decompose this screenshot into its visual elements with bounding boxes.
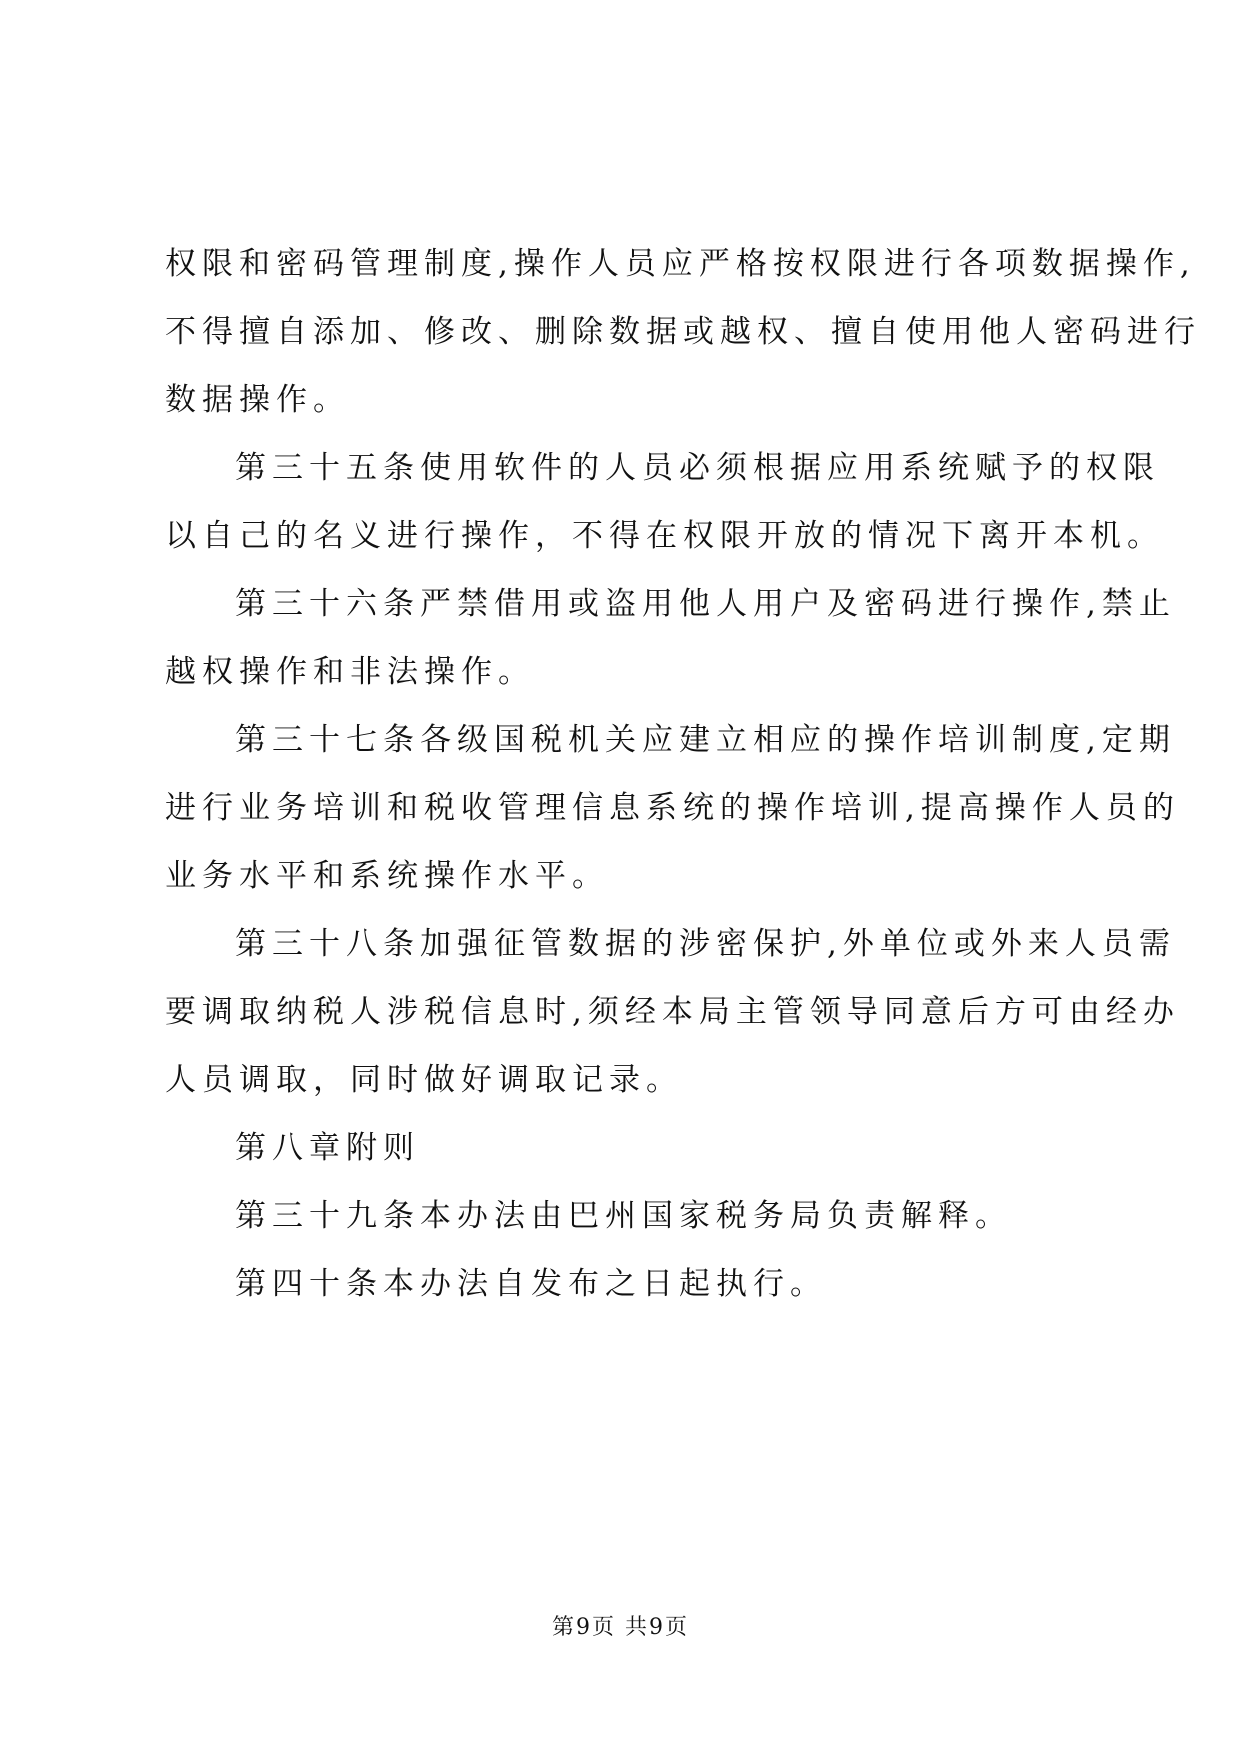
article-37-line: 第三十七条各级国税机关应建立相应的操作培训制度,定期 [235,722,1176,758]
paragraph-line: 人员调取，同时做好调取记录。 [165,1062,683,1098]
paragraph-line: 不得擅自添加、修改、删除数据或越权、擅自使用他人密码进行 [165,314,1201,350]
article-39-line: 第三十九条本办法由巴州国家税务局负责解释。 [235,1198,1012,1234]
paragraph-line: 数据操作。 [165,382,350,418]
page-number-footer: 第9页 共9页 [552,1615,689,1640]
paragraph-line: 越权操作和非法操作。 [165,654,535,690]
paragraph-line: 进行业务培训和税收管理信息系统的操作培训,提高操作人员的 [165,790,1180,826]
paragraph-line: 要调取纳税人涉税信息时,须经本局主管领导同意后方可由经办 [165,994,1180,1030]
chapter-heading: 第八章附则 [235,1130,420,1166]
document-body [165,230,1201,1318]
paragraph-line: 业务水平和系统操作水平。 [165,858,609,894]
article-40-line: 第四十条本办法自发布之日起执行。 [235,1266,827,1302]
paragraph-line: 权限和密码管理制度,操作人员应严格按权限进行各项数据操作, [165,246,1196,282]
article-35-line: 第三十五条使用软件的人员必须根据应用系统赋予的权限 [235,450,1160,486]
article-38-line: 第三十八条加强征管数据的涉密保护,外单位或外来人员需 [235,926,1176,962]
article-36-line: 第三十六条严禁借用或盗用他人用户及密码进行操作,禁止 [235,586,1176,622]
paragraph-line: 以自己的名义进行操作，不得在权限开放的情况下离开本机。 [165,518,1164,554]
